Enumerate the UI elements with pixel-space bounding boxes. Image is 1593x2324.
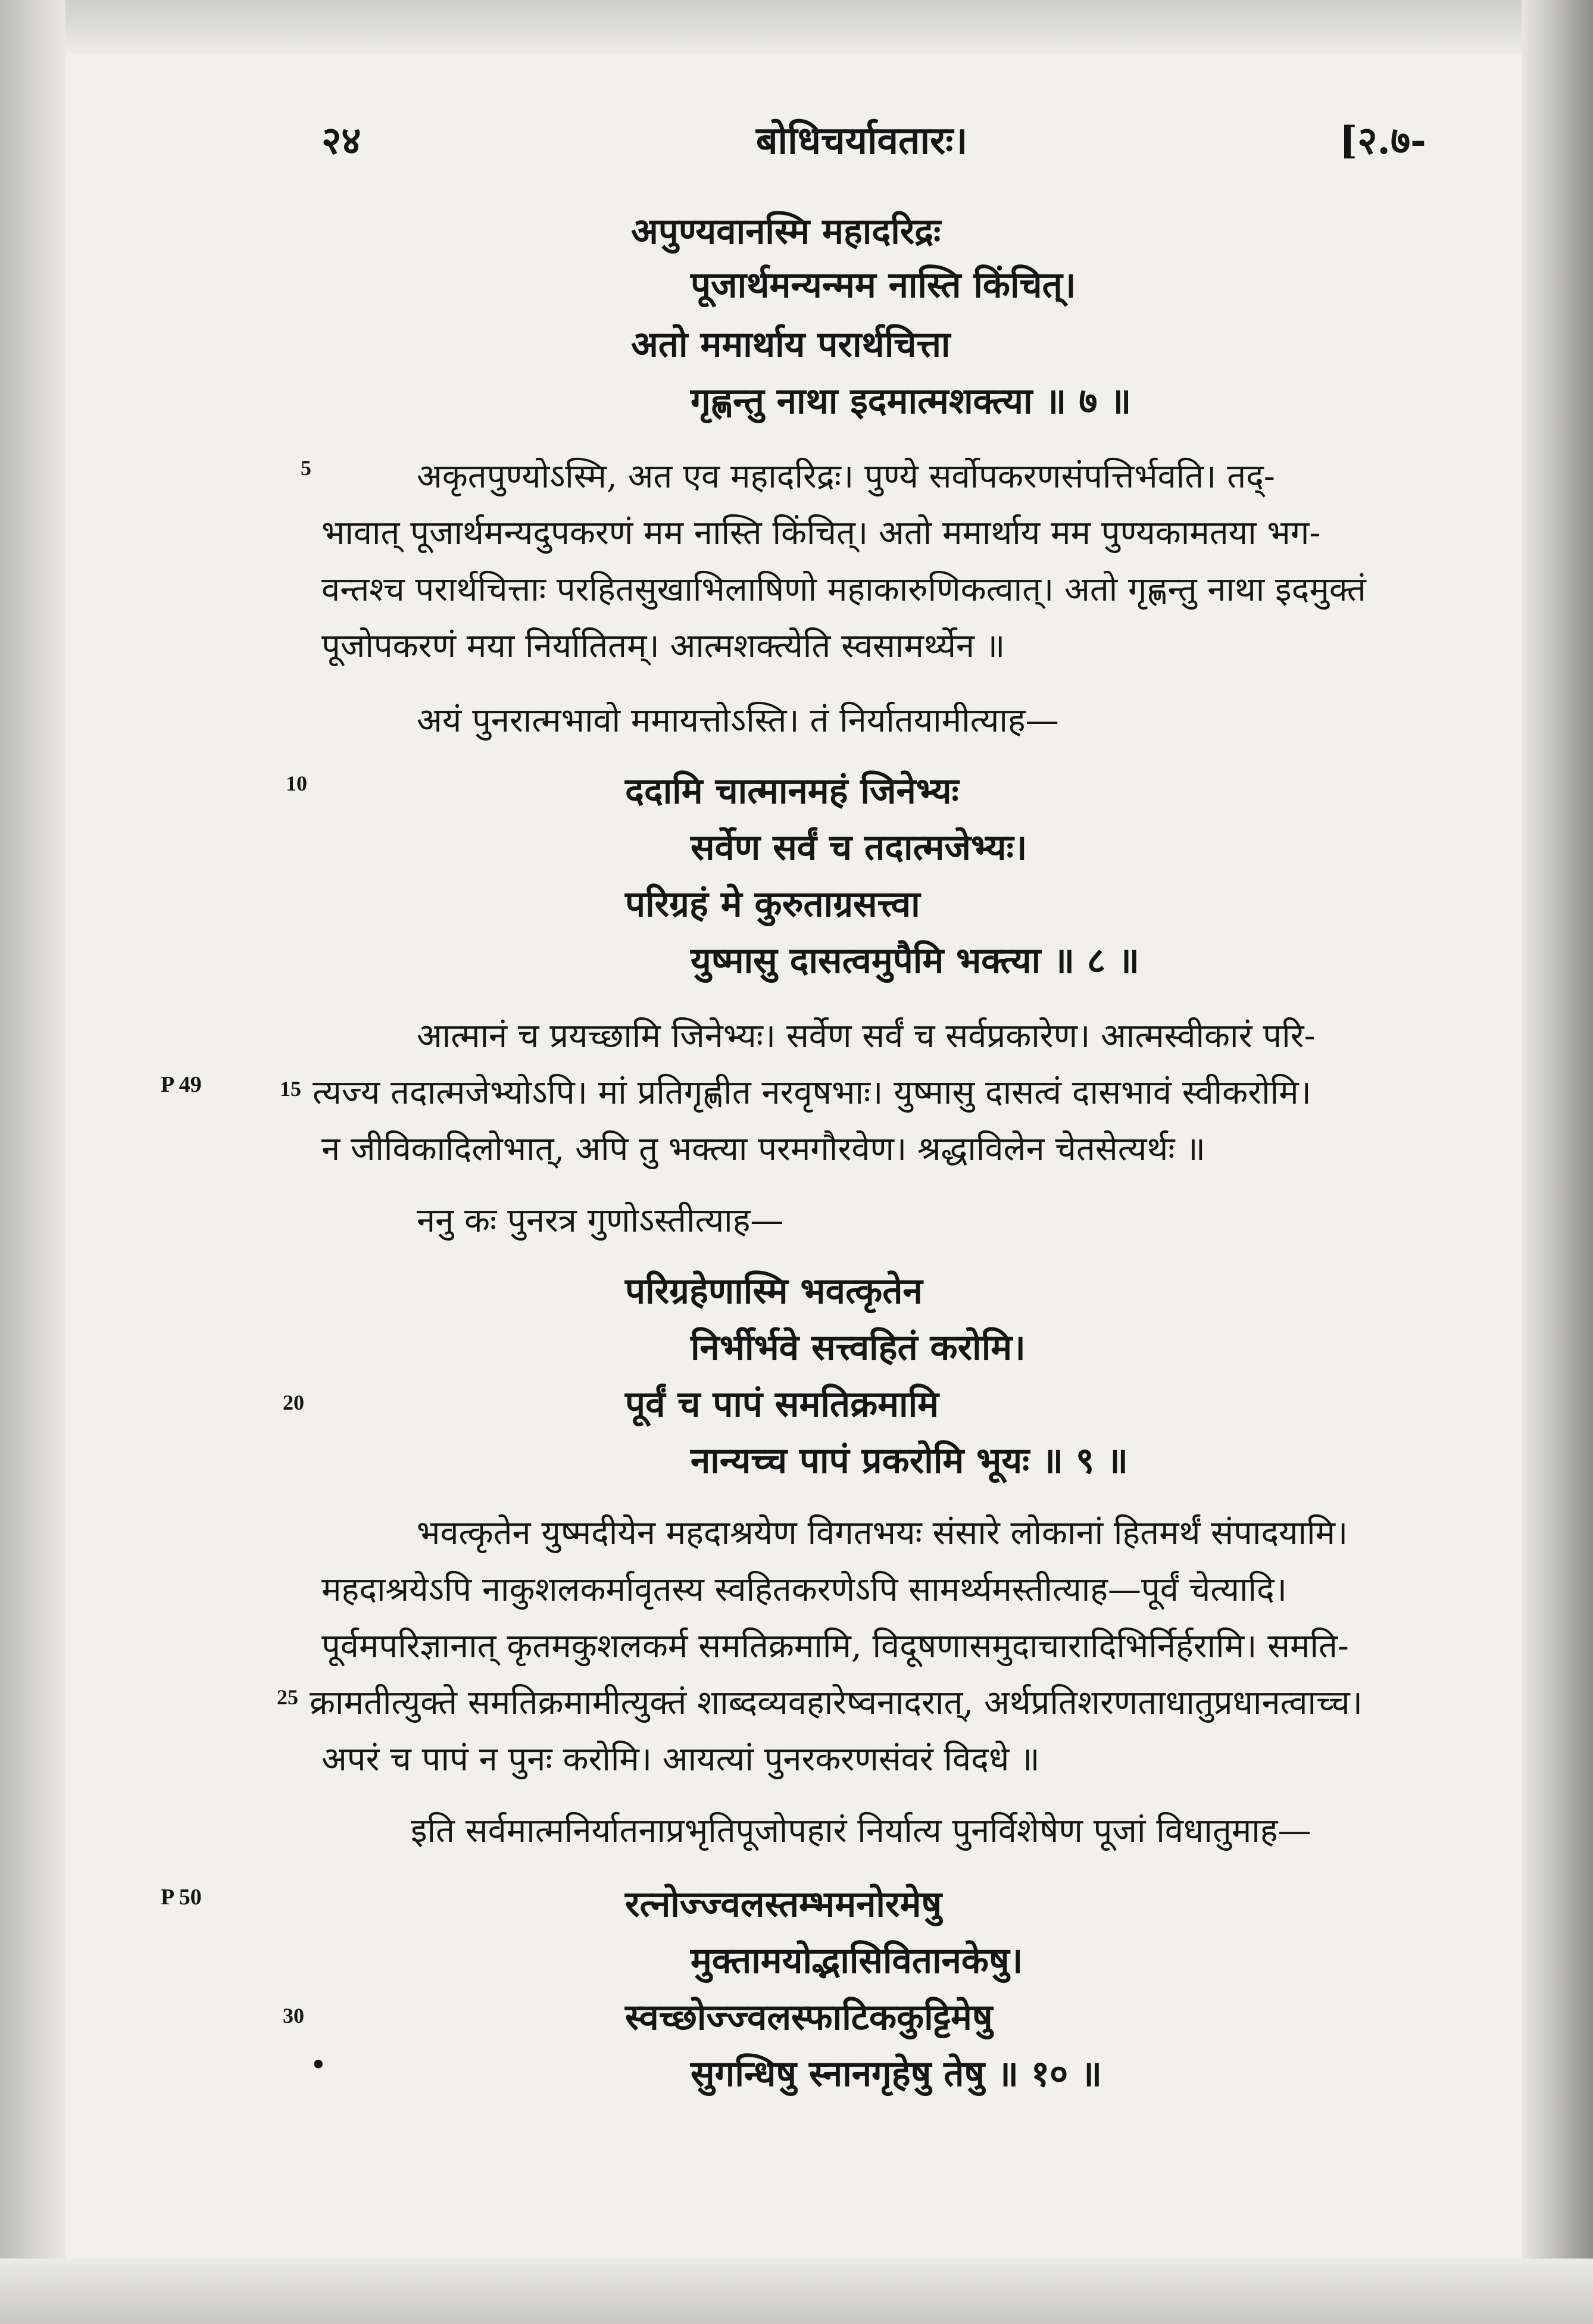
verse-9-line-4: नान्यच्च पापं प्रकरोमि भूयः ॥ ९ ॥ — [691, 1440, 1128, 1482]
scan-edge-top — [0, 0, 1593, 54]
verse-8-line-3: परिग्रहं मे कुरुताग्रसत्त्वा — [625, 883, 920, 925]
line-number-10: 10 — [286, 771, 307, 795]
margin-dot: • — [310, 2048, 327, 2082]
verse-reference: [२.७- — [1339, 118, 1426, 163]
scan-edge-right — [1522, 0, 1593, 2324]
line-number-15: 15 — [280, 1077, 301, 1101]
line-number-20: 20 — [283, 1391, 304, 1414]
verse-9-line-1: परिग्रहेणास्मि भवत्कृतेन — [625, 1270, 923, 1312]
line-number-30: 30 — [283, 2004, 304, 2028]
verse-7-line-1: अपुण्यवानस्मि महादरिद्रः — [631, 211, 941, 252]
line-number-5: 5 — [301, 456, 311, 480]
line-number-25: 25 — [277, 1685, 298, 1709]
intro-verse-8: अयं पुनरात्मभावो ममायत्तोऽस्ति। तं निर्यातयामीत्याह— — [417, 701, 1059, 740]
intro-verse-9: ननु कः पुनरत्र गुणोऽस्तीत्याह— — [417, 1201, 784, 1240]
commentary-9-line-1: भवत्कृतेन युष्मदीयेन महदाश्रयेण विगतभयः संसारे लोकानां हितमर्थं संपादयामि। — [417, 1514, 1348, 1553]
verse-7-line-3: अतो ममार्थाय परार्थचित्ता — [631, 324, 951, 366]
commentary-9-line-3: पूर्वमपरिज्ञानात् कृतमकुशलकर्म समतिक्रमामि, विदूषणासमुदाचारादिभिर्निर्हरामि। समति- — [321, 1627, 1349, 1666]
verse-8-line-2: सर्वेण सर्वं च तदात्मजेभ्यः। — [691, 827, 1027, 869]
page-title: बोधिचर्यावतारः। — [756, 118, 968, 163]
page-number: २४ — [321, 118, 361, 163]
page-marker-p49: P 49 — [161, 1072, 202, 1097]
verse-9-line-3: पूर्वं च पापं समतिक्रमामि — [625, 1383, 939, 1425]
commentary-7-line-3: वन्तश्च परार्थचित्ताः परहितसुखाभिलाषिणो महाकारुणिकत्वात्। अतो गृह्णन्तु नाथा इदमुक्तं — [321, 570, 1366, 609]
intro-verse-10: इति सर्वमात्मनिर्यातनाप्रभृतिपूजोपहारं निर्यात्य पुनर्विशेषेण पूजां विधातुमाह— — [411, 1811, 1311, 1850]
commentary-9-line-4: क्रामतीत्युक्ते समतिक्रमामीत्युक्तं शाब्दव्यवहारेष्वनादरात्, अर्थप्रतिशरणताधातुप्रधानत्वाच्च। — [310, 1683, 1363, 1722]
verse-10-line-4: सुगन्धिषु स्नानगृहेषु तेषु ॥ १० ॥ — [691, 2053, 1102, 2095]
commentary-8-line-2: त्यज्य तदात्मजेभ्योऽपि। मां प्रतिगृह्णीत नरवृषभाः। युष्मासु दासत्वं दासभावं स्वीकरोमि। — [313, 1073, 1311, 1112]
page-marker-p50: P 50 — [161, 1885, 202, 1910]
verse-8-line-4: युष्मासु दासत्वमुपैमि भक्त्या ॥ ८ ॥ — [691, 940, 1139, 982]
commentary-8-line-1: आत्मानं च प्रयच्छामि जिनेभ्यः। सर्वेण सर्वं च सर्वप्रकारेण। आत्मस्वीकारं परि- — [417, 1017, 1316, 1055]
scan-edge-left — [0, 0, 65, 2324]
commentary-7-line-1: अकृतपुण्योऽस्मि, अत एव महादरिद्रः। पुण्ये सर्वोपकरणसंपत्तिर्भवति। तद्- — [417, 457, 1275, 496]
verse-10-line-3: स्वच्छोज्ज्वलस्फाटिककुट्टिमेषु — [625, 1997, 993, 2038]
verse-8-line-1: ददामि चात्मानमहं जिनेभ्यः — [625, 770, 959, 812]
commentary-9-line-2: महदाश्रयेऽपि नाकुशलकर्मावृतस्य स्वहितकरणेऽपि सामर्थ्यमस्तीत्याह—पूर्वं चेत्यादि। — [321, 1570, 1287, 1609]
commentary-8-line-3: न जीविकादिलोभात्, अपि तु भक्त्या परमगौरवेण। श्रद्धाविलेन चेतसेत्यर्थः ॥ — [321, 1130, 1205, 1169]
scan-edge-bottom — [0, 2259, 1593, 2324]
commentary-7-line-4: पूजोपकरणं मया निर्यातितम्। आत्मशक्त्येति स्वसामर्थ्येन ॥ — [321, 627, 1005, 666]
verse-10-line-2: मुक्तामयोद्भासिवितानकेषु। — [691, 1940, 1023, 1982]
commentary-9-line-5: अपरं च पापं न पुनः करोमि। आयत्यां पुनरकरणसंवरं विदधे ॥ — [321, 1740, 1040, 1779]
commentary-7-line-2: भावात् पूजार्थमन्यदुपकरणं मम नास्ति किंचित्। अतो ममार्थाय मम पुण्यकामतया भग- — [321, 514, 1321, 552]
verse-7-line-2: पूजार्थमन्यन्मम नास्ति किंचित्। — [691, 264, 1076, 306]
verse-9-line-2: निर्भीर्भवे सत्त्वहितं करोमि। — [691, 1327, 1026, 1369]
verse-10-line-1: रत्नोज्ज्वलस्तम्भमनोरमेषु — [625, 1883, 942, 1925]
verse-7-line-4: गृह्णन्तु नाथा इदमात्मशक्त्या ॥ ७ ॥ — [691, 380, 1132, 422]
